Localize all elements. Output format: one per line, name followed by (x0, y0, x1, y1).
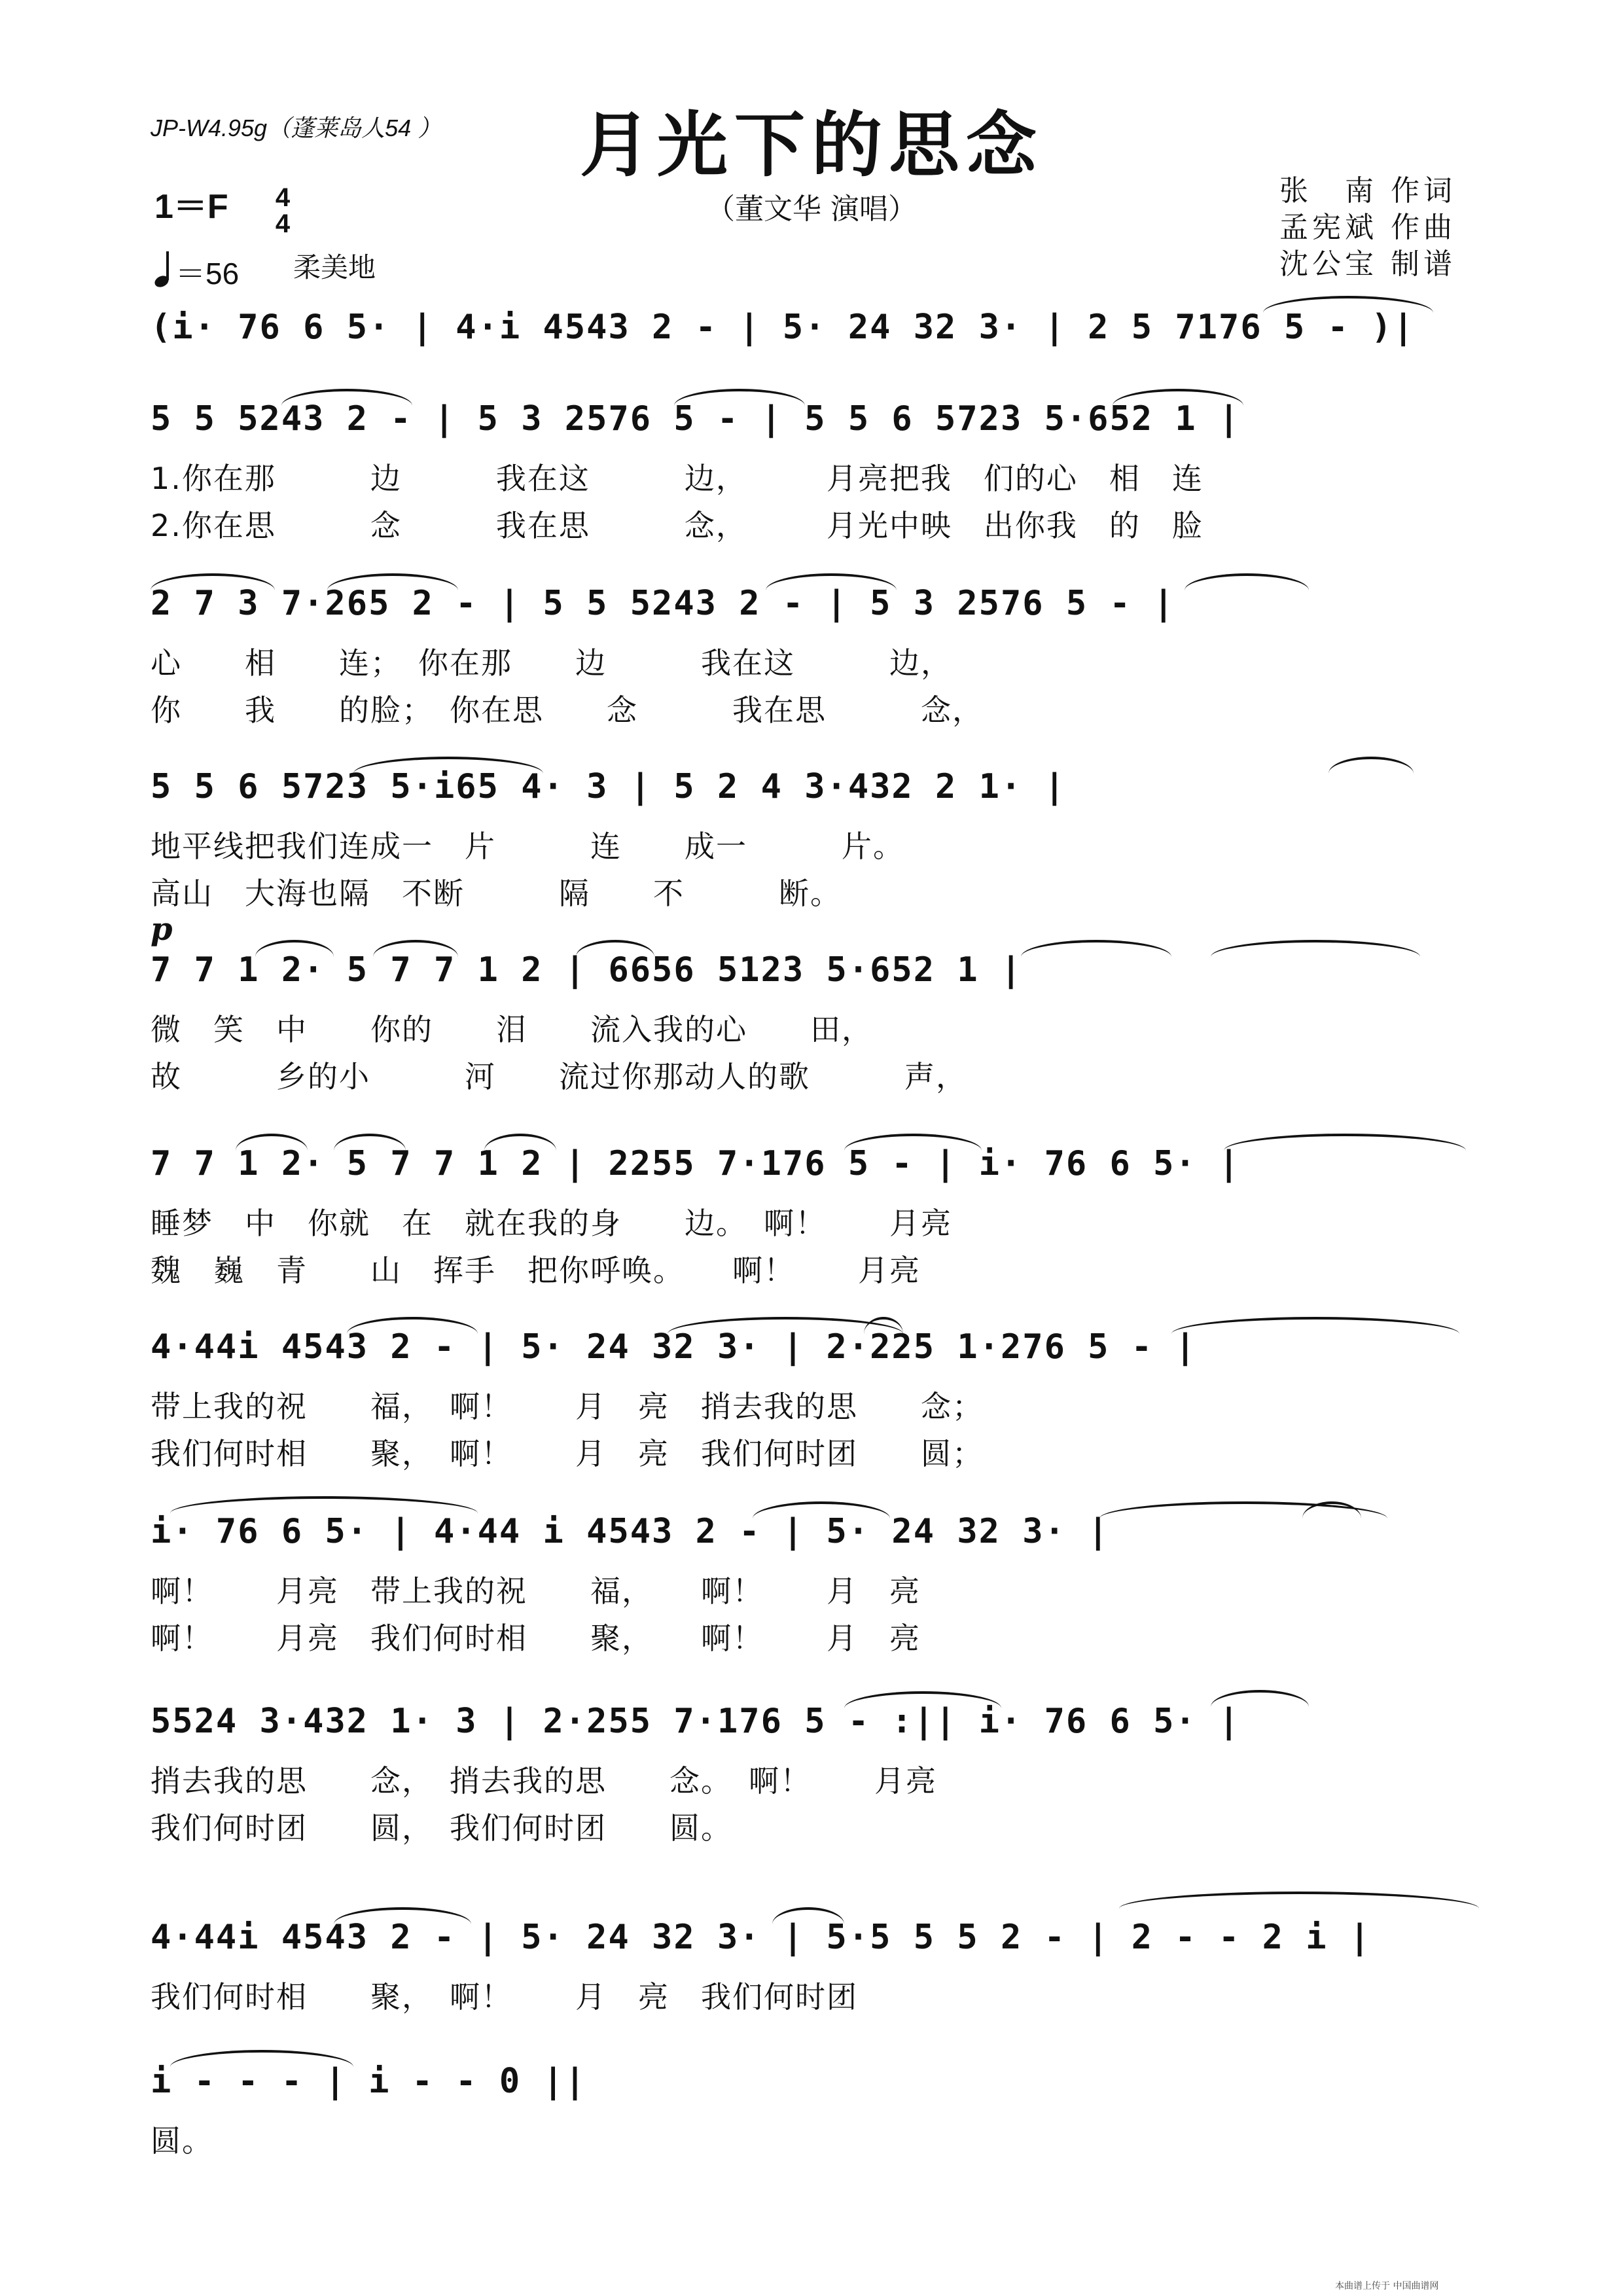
lyric-verse-2: 你 我 的脸； 你在思 念 我在思 念， (151, 692, 984, 728)
lyric-verse-2: 2.你在思 念 我在思 念， 月光中映 出你我 的 脸 (151, 508, 1204, 543)
notation-line: i - - - | i - - 0 || (151, 2062, 587, 2101)
lyric-verse-1: 1.你在那 边 我在这 边， 月亮把我 们的心 相 连 (151, 461, 1204, 496)
footer-watermark: 本曲谱上传于 中国曲谱网 (1335, 2281, 1439, 2291)
notation-line: 4·44i 4543 2 - | 5· 24 32 3· | 2·225 1·276 5 - | (151, 1327, 1197, 1367)
dynamic-marking: p (151, 911, 173, 948)
lyric-verse-2: 高山 大海也隔 不断 隔 不 断。 (151, 876, 842, 911)
notation-line: i· 76 6 5· | 4·44 i 4543 2 - | 5· 24 32 3· | (151, 1512, 1110, 1551)
notation-line: 7 7 1 2· 5 7 7 1 2 | 2255 7·176 5 - | i· 76 6 5· | (151, 1144, 1241, 1183)
notation-line: 7 7 1 2· 5 7 7 1 2 | 6656 5123 5·652 1 | (151, 950, 1023, 990)
tempo-value: ＝56 (175, 257, 240, 291)
source-label: JP-W4.95g（蓬莱岛人54 ） (151, 115, 442, 141)
lyric-verse-2: 魏 巍 青 山 挥手 把你呼唤。 啊！ 月亮 (151, 1253, 921, 1288)
lyric-verse-2: 故 乡的小 河 流过你那动人的歌 声， (151, 1059, 967, 1094)
composer-credit: 孟宪斌 作曲 (1279, 211, 1456, 244)
singer-credit: （董文华 演唱） (706, 192, 917, 226)
lyric-verse-1: 带上我的祝 福， 啊！ 月 亮 捎去我的思 念； (151, 1389, 984, 1424)
time-signature-top: 4 (275, 183, 291, 212)
notation-line: (i· 76 6 5· | 4·i 4543 2 - | 5· 24 32 3· | 2 5 7176 5 - )| (151, 308, 1415, 347)
notation-line: 5524 3·432 1· 3 | 2·255 7·176 5 - :|| i· 76 6 5· | (151, 1702, 1241, 1741)
notation-line: 4·44i 4543 2 - | 5· 24 32 3· | 5·5 5 5 2 - | 2 - - 2 i | (151, 1918, 1372, 1957)
lyric-verse-1: 啊！ 月亮 带上我的祝 福， 啊！ 月 亮 (151, 1573, 921, 1609)
notation-line: 5 5 5243 2 - | 5 3 2576 5 - | 5 5 6 5723 5·652 1 | (151, 399, 1241, 439)
time-signature-bottom: 4 (275, 209, 291, 238)
lyricist-credit: 张 南 作词 (1279, 174, 1456, 207)
lyric-verse-2: 我们何时团 圆， 我们何时团 圆。 (151, 1810, 732, 1846)
lyric-verse-1: 微 笑 中 你的 泪 流入我的心 田， (151, 1012, 873, 1047)
tempo-marking (154, 251, 239, 289)
lyric-verse-1: 捎去我的思 念， 捎去我的思 念。 啊！ 月亮 (151, 1763, 937, 1799)
time-signature (270, 185, 296, 237)
lyric-verse-1: 圆。 (151, 2123, 213, 2159)
lyric-verse-1: 睡梦 中 你就 在 就在我的身 边。 啊！ 月亮 (151, 1206, 952, 1241)
lyric-verse-1: 我们何时相 聚， 啊！ 月 亮 我们何时团 (151, 1979, 858, 2015)
arranger-credit: 沈公宝 制谱 (1279, 247, 1456, 281)
lyric-verse-1: 地平线把我们连成一 片 连 成一 片。 (151, 829, 904, 864)
song-title: 月光下的思念 (579, 104, 1043, 187)
notation-line: 5 5 6 5723 5·i65 4· 3 | 5 2 4 3·432 2 1· | (151, 767, 1066, 806)
expression-marking: 柔美地 (293, 251, 376, 283)
notation-line: 2 7 3 7·265 2 - | 5 5 5243 2 - | 5 3 2576 5 - | (151, 584, 1175, 623)
lyric-verse-2: 我们何时相 聚， 啊！ 月 亮 我们何时团 圆； (151, 1436, 984, 1471)
lyric-verse-2: 啊！ 月亮 我们何时相 聚， 啊！ 月 亮 (151, 1621, 921, 1656)
key-signature: 1＝F (154, 188, 228, 226)
lyric-verse-1: 心 相 连； 你在那 边 我在这 边， (151, 645, 952, 681)
